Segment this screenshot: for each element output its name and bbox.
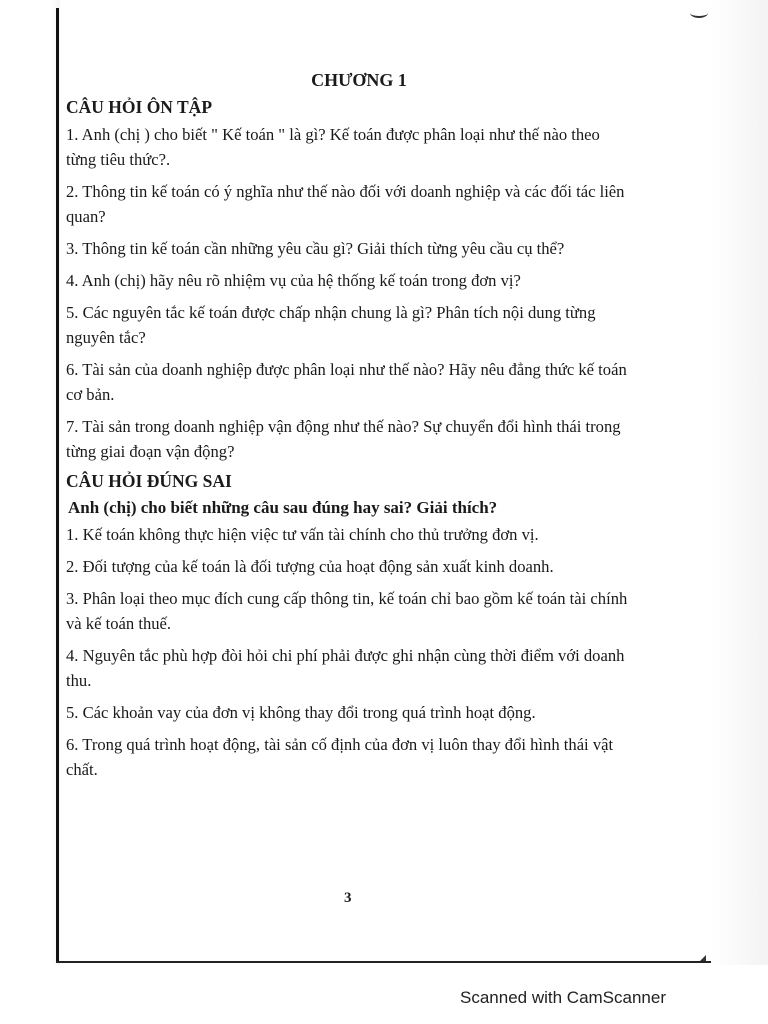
review-question: 7. Tài sản trong doanh nghiệp vận động như thế nào? Sự chuyển đổi hình thái trong từng giai đoạn vận động? bbox=[66, 417, 621, 461]
review-question: 5. Các nguyên tắc kế toán được chấp nhận chung là gì? Phân tích nội dung từng nguyên tắc? bbox=[66, 303, 596, 347]
scanner-watermark: Scanned with CamScanner bbox=[460, 988, 667, 1007]
true-false-question: 3. Phân loại theo mục đích cung cấp thông tin, kế toán chỉ bao gồm kế toán tài chính và kế toán thuế. bbox=[66, 589, 628, 633]
review-question: 3. Thông tin kế toán cần những yêu cầu gì? Giải thích từng yêu cầu cụ thể? bbox=[66, 239, 565, 258]
scan-corner-mark bbox=[700, 955, 706, 961]
review-questions bbox=[66, 122, 632, 464]
true-false-questions bbox=[66, 522, 632, 782]
true-false-question: 5. Các khoản vay của đơn vị không thay đổi trong quá trình hoạt động. bbox=[66, 703, 536, 722]
true-false-question: 6. Trong quá trình hoạt động, tài sản cố định của đơn vị luôn thay đổi hình thái vật chất. bbox=[66, 735, 614, 779]
page-bottom-border bbox=[56, 961, 711, 963]
review-question: 2. Thông tin kế toán có ý nghĩa như thế nào đối với doanh nghiệp và các đối tác liên quan? bbox=[66, 182, 625, 226]
true-false-question: 2. Đối tượng của kế toán là đối tượng của hoạt động sản xuất kinh doanh. bbox=[66, 557, 554, 576]
page-number: 3 bbox=[344, 890, 352, 906]
review-section-heading: CÂU HỎI ÔN TẬP bbox=[66, 97, 213, 117]
review-question: 6. Tài sản của doanh nghiệp được phân loại như thế nào? Hãy nêu đẳng thức kế toán cơ bản. bbox=[66, 360, 627, 404]
true-false-section-heading: CÂU HỎI ĐÚNG SAI bbox=[66, 471, 232, 491]
document-body bbox=[66, 70, 632, 789]
true-false-question: 1. Kế toán không thực hiện việc tư vấn tài chính cho thủ trưởng đơn vị. bbox=[66, 525, 539, 544]
chapter-title: CHƯƠNG 1 bbox=[311, 70, 407, 90]
page-right-edge bbox=[710, 0, 768, 965]
review-question: 1. Anh (chị ) cho biết " Kế toán " là gì? Kế toán được phân loại như thế nào theo từng tiêu thức?. bbox=[66, 125, 600, 169]
true-false-instruction: Anh (chị) cho biết những câu sau đúng hay sai? Giải thích? bbox=[68, 498, 498, 517]
scan-mark bbox=[690, 8, 708, 18]
review-question: 4. Anh (chị) hãy nêu rõ nhiệm vụ của hệ thống kế toán trong đơn vị? bbox=[66, 271, 521, 290]
page-left-shadow bbox=[0, 0, 60, 965]
true-false-question: 4. Nguyên tắc phù hợp đòi hỏi chi phí phải được ghi nhận cùng thời điểm với doanh thu. bbox=[66, 646, 625, 690]
page-left-border bbox=[56, 8, 59, 963]
